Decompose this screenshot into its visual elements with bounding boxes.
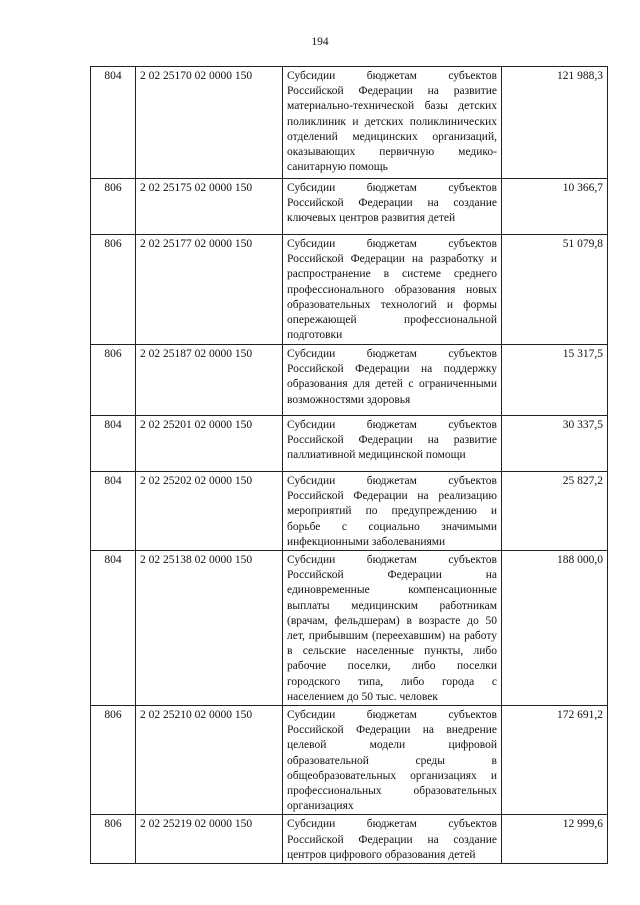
amount-cell: 172 691,2 [502, 706, 608, 815]
amount-cell: 30 337,5 [502, 416, 608, 472]
table-row [91, 706, 608, 815]
table-row [91, 179, 608, 235]
budget-table [90, 66, 608, 864]
income-name-cell: Субсидии бюджетам субъектов Российской Федерации на единовременные компенсационные выплаты медицинским работникам (врачам, фельдшерам) в возрасте до 50 лет, прибывшим (переехавшим) на работу в сельские населенные пункты, либо рабочие поселки, либо поселки городского типа, либо города с населением до 50 тыс. человек [283, 551, 502, 706]
amount-cell: 51 079,8 [502, 235, 608, 345]
income-name-cell: Субсидии бюджетам субъектов Российской Федерации на развитие паллиативной медицинской помощи [283, 416, 502, 472]
admin-code-cell: 806 [91, 815, 136, 864]
income-name-cell: Субсидии бюджетам субъектов Российской Федерации на развитие материально-технической базы детских поликлиник и детских поликлинических отделений медицинских организаций, оказывающих первичную медико-санитарную помощь [283, 67, 502, 179]
table-row [91, 551, 608, 706]
budget-code-cell: 2 02 25219 02 0000 150 [136, 815, 283, 864]
income-name-cell: Субсидии бюджетам субъектов Российской Федерации на создание центров цифрового образования детей [283, 815, 502, 864]
admin-code-cell: 806 [91, 235, 136, 345]
admin-code-cell: 806 [91, 179, 136, 235]
admin-code-cell: 804 [91, 416, 136, 472]
income-name-cell: Субсидии бюджетам субъектов Российской Федерации на разработку и распространение в системе среднего профессионального образования новых образовательных технологий и формы опережающей профессиональной подготовки [283, 235, 502, 345]
budget-code-cell: 2 02 25202 02 0000 150 [136, 472, 283, 551]
admin-code-cell: 806 [91, 345, 136, 416]
admin-code-cell: 804 [91, 472, 136, 551]
admin-code-cell: 806 [91, 706, 136, 815]
admin-code-cell: 804 [91, 551, 136, 706]
budget-code-cell: 2 02 25170 02 0000 150 [136, 67, 283, 179]
budget-code-cell: 2 02 25177 02 0000 150 [136, 235, 283, 345]
budget-code-cell: 2 02 25201 02 0000 150 [136, 416, 283, 472]
budget-code-cell: 2 02 25138 02 0000 150 [136, 551, 283, 706]
amount-cell: 12 999,6 [502, 815, 608, 864]
income-name-cell: Субсидии бюджетам субъектов Российской Федерации на поддержку образования для детей с ограниченными возможностями здоровья [283, 345, 502, 416]
budget-code-cell: 2 02 25210 02 0000 150 [136, 706, 283, 815]
admin-code-cell: 804 [91, 67, 136, 179]
table-row [91, 345, 608, 416]
budget-code-cell: 2 02 25175 02 0000 150 [136, 179, 283, 235]
amount-cell: 15 317,5 [502, 345, 608, 416]
page-number: 194 [311, 36, 329, 48]
income-name-cell: Субсидии бюджетам субъектов Российской Федерации на реализацию мероприятий по предупреждению и борьбе с социально значимыми инфекционными заболеваниями [283, 472, 502, 551]
table-row [91, 416, 608, 472]
amount-cell: 188 000,0 [502, 551, 608, 706]
amount-cell: 121 988,3 [502, 67, 608, 179]
budget-code-cell: 2 02 25187 02 0000 150 [136, 345, 283, 416]
income-name-cell: Субсидии бюджетам субъектов Российской Федерации на внедрение целевой модели цифровой образовательной среды в общеобразовательных организациях и профессиональных образовательных организациях [283, 706, 502, 815]
table-row [91, 472, 608, 551]
amount-cell: 25 827,2 [502, 472, 608, 551]
income-name-cell: Субсидии бюджетам субъектов Российской Федерации на создание ключевых центров развития детей [283, 179, 502, 235]
amount-cell: 10 366,7 [502, 179, 608, 235]
table-row [91, 815, 608, 864]
table-row [91, 235, 608, 345]
table-row [91, 67, 608, 179]
